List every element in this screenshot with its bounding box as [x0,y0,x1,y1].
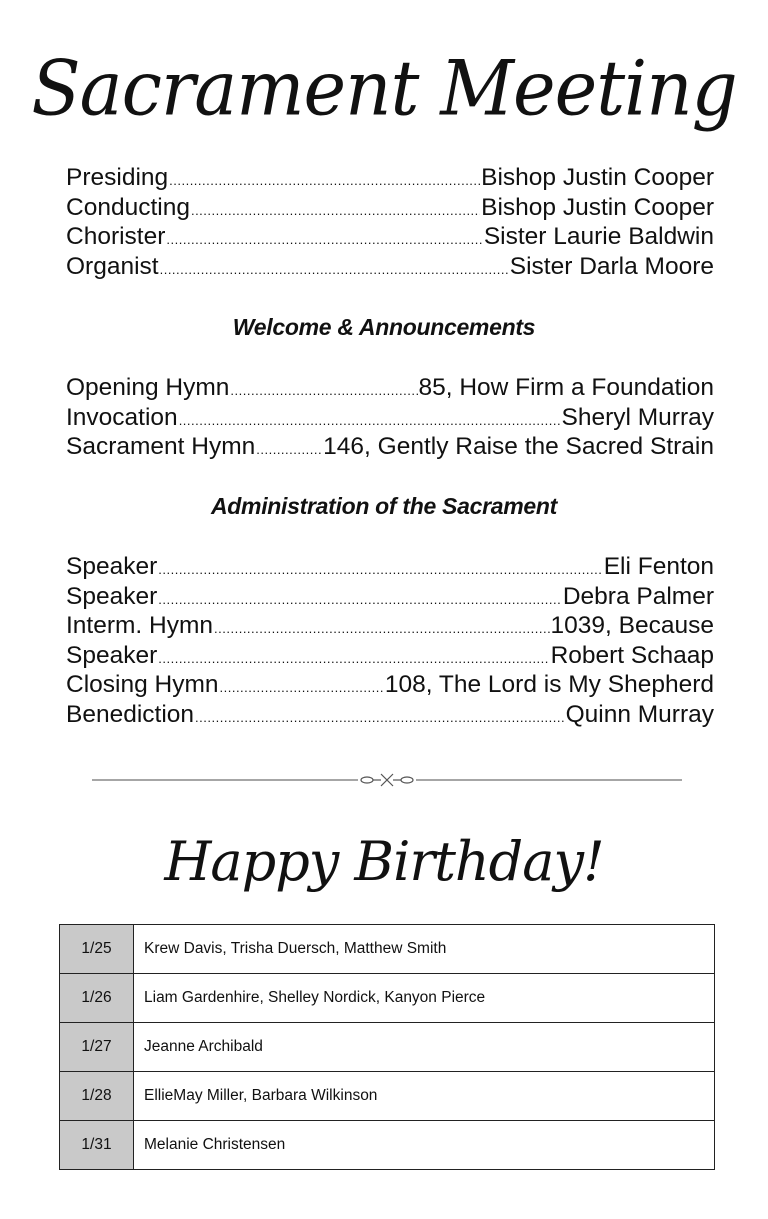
program-assignee: 146, Gently Raise the Sacred Strain [323,433,714,460]
dot-leader [166,225,482,255]
dot-leader [160,255,509,285]
program-row [66,373,714,403]
program-row [66,163,714,193]
program-assignee: Robert Schaap [550,641,714,669]
program-row [66,700,714,730]
program-role: Benediction [66,700,195,728]
dot-leader [214,614,550,644]
program-list [66,552,714,729]
program-role: Opening Hymn [66,374,230,401]
program-role: Presiding [66,164,169,191]
opening-list [66,373,714,462]
dot-leader [179,406,561,436]
program-role: Speaker [66,641,158,669]
program-role: Invocation [66,403,178,431]
program-row [66,193,714,223]
program-assignee: 85, How Firm a Foundation [418,374,714,401]
dot-leader [158,555,602,585]
birthday-names: Melanie Christensen [134,1121,715,1170]
program-row [66,552,714,582]
program-assignee: Sister Laurie Baldwin [483,223,714,250]
birthday-date: 1/27 [60,1023,134,1072]
program-role: Speaker [66,553,158,580]
dot-leader [256,435,322,465]
table-row [60,1023,715,1072]
table-row [60,974,715,1023]
program-row [66,582,714,612]
birthday-title: Happy Birthday! [164,830,604,893]
program-role: Sacrament Hymn [66,433,256,460]
dot-leader [158,644,549,674]
program-row [66,252,714,282]
leadership-list [66,163,714,281]
dot-leader [195,703,565,733]
program-assignee: 108, The Lord is My Shepherd [384,671,714,698]
program-row [66,432,714,462]
section-heading-sacrament: Administration of the Sacrament [211,493,557,519]
dot-leader [169,166,480,196]
program-row [66,670,714,700]
birthday-date: 1/25 [60,925,134,974]
program-role: Speaker [66,582,158,610]
program-assignee: 1039, Because [550,612,714,639]
page-title: Sacrament Meeting [31,43,737,133]
birthday-names: Jeanne Archibald [134,1023,715,1072]
program-assignee: Sheryl Murray [561,403,714,431]
table-row [60,925,715,974]
dot-leader [191,196,480,226]
program-row [66,222,714,252]
birthday-names: EllieMay Miller, Barbara Wilkinson [134,1072,715,1121]
program-role: Organist [66,252,159,280]
birthday-date: 1/28 [60,1072,134,1121]
program-assignee: Bishop Justin Cooper [481,164,714,191]
program-row [66,611,714,641]
flourish-icon [361,774,413,786]
birthday-date: 1/31 [60,1121,134,1170]
program-role: Conducting [66,193,190,221]
program-assignee: Sister Darla Moore [509,252,714,280]
dot-leader [230,376,417,406]
birthday-names: Krew Davis, Trisha Duersch, Matthew Smith [134,925,715,974]
table-row [60,1072,715,1121]
birthday-names: Liam Gardenhire, Shelley Nordick, Kanyon Pierce [134,974,715,1023]
program-assignee: Debra Palmer [562,582,714,610]
program-assignee: Eli Fenton [603,553,714,580]
birthday-date: 1/26 [60,974,134,1023]
program-assignee: Quinn Murray [565,700,714,728]
ornamental-divider [92,770,682,790]
program-row [66,641,714,671]
section-heading-welcome: Welcome & Announcements [232,314,536,340]
program-assignee: Bishop Justin Cooper [481,193,714,221]
program-role: Chorister [66,223,166,250]
birthday-table [59,924,715,1170]
table-row [60,1121,715,1170]
program-role: Interm. Hymn [66,612,214,639]
dot-leader [220,673,384,703]
program-role: Closing Hymn [66,671,219,698]
program-row [66,403,714,433]
dot-leader [158,585,562,615]
